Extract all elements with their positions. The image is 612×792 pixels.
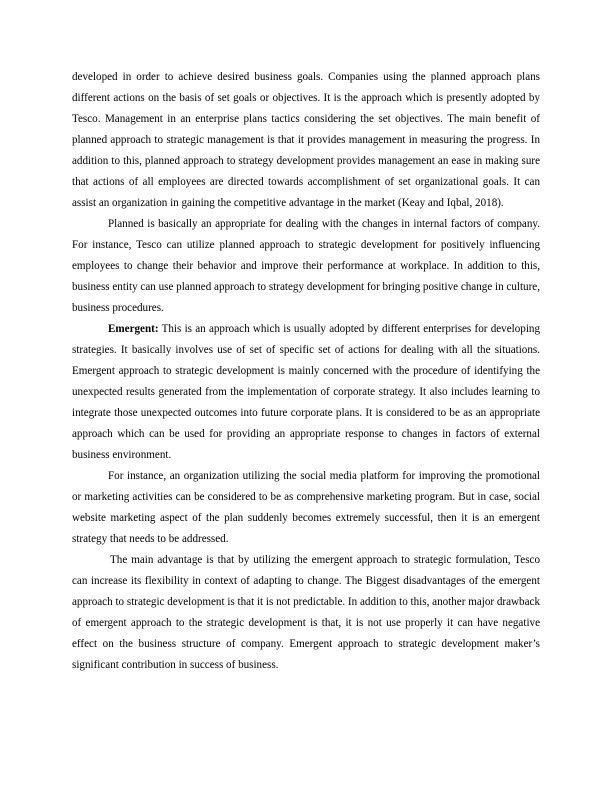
paragraph-planned-internal-factors: Planned is basically an appropriate for dealing with the changes in internal factors of company. For instance, Tesco can utilize planned approach to strategic development for positively influencing employees to change their behavior and improve their performance at workplace. In addition to this, business entity can use planned approach to strategy development for bringing positive change in culture, business procedures. [72, 218, 540, 314]
paragraph-social-media-example: For instance, an organization utilizing the social media platform for improving the promotional or marketing activities can be considered to be as comprehensive marketing program. But in case, social website marketing aspect of the plan suddenly becomes extremely successful, then it is an emergent strategy that needs to be addressed. [72, 470, 540, 545]
emergent-heading: Emergent: [108, 323, 159, 335]
paragraph-emergent-approach [72, 319, 540, 466]
emergent-body: This is an approach which is usually adopted by different enterprises for developing strategies. It basically involves use of set of specific set of actions for dealing with all the situations. Emergent approach to strategic development is mainly concerned with the procedure of identifying the unexpected results generated from the implementation of corporate strategy. It also includes learning to integrate those unexpected outcomes into future corporate plans. It is considered to be as an appropriate approach which can be used for providing an appropriate response to changes in factors of external business environment. [72, 323, 540, 461]
paragraph-advantages-disadvantages: The main advantage is that by utilizing the emergent approach to strategic formulation, Tesco can increase its flexibility in context of adapting to change. The Biggest disadvantages of the emergent approach to strategic development is that it is not predictable. In addition to this, another major drawback of emergent approach to the strategic development is that, it is not use properly it can have negative effect on the business structure of company. Emergent approach to strategic development maker’s significant contribution in success of business. [72, 554, 540, 671]
paragraph-planned-approach-continued: developed in order to achieve desired business goals. Companies using the planned approach plans different actions on the basis of set goals or objectives. It is the approach which is presently adopted by Tesco. Management in an enterprise plans tactics considering the set objectives. The main benefit of planned approach to strategic management is that it provides management in measuring the progress. In addition to this, planned approach to strategy development provides management an ease in making sure that actions of all employees are directed towards accomplishment of set organizational goals. It can assist an organization in gaining the competitive advantage in the market (Keay and Iqbal, 2018). [72, 71, 540, 209]
document-page [72, 67, 540, 676]
